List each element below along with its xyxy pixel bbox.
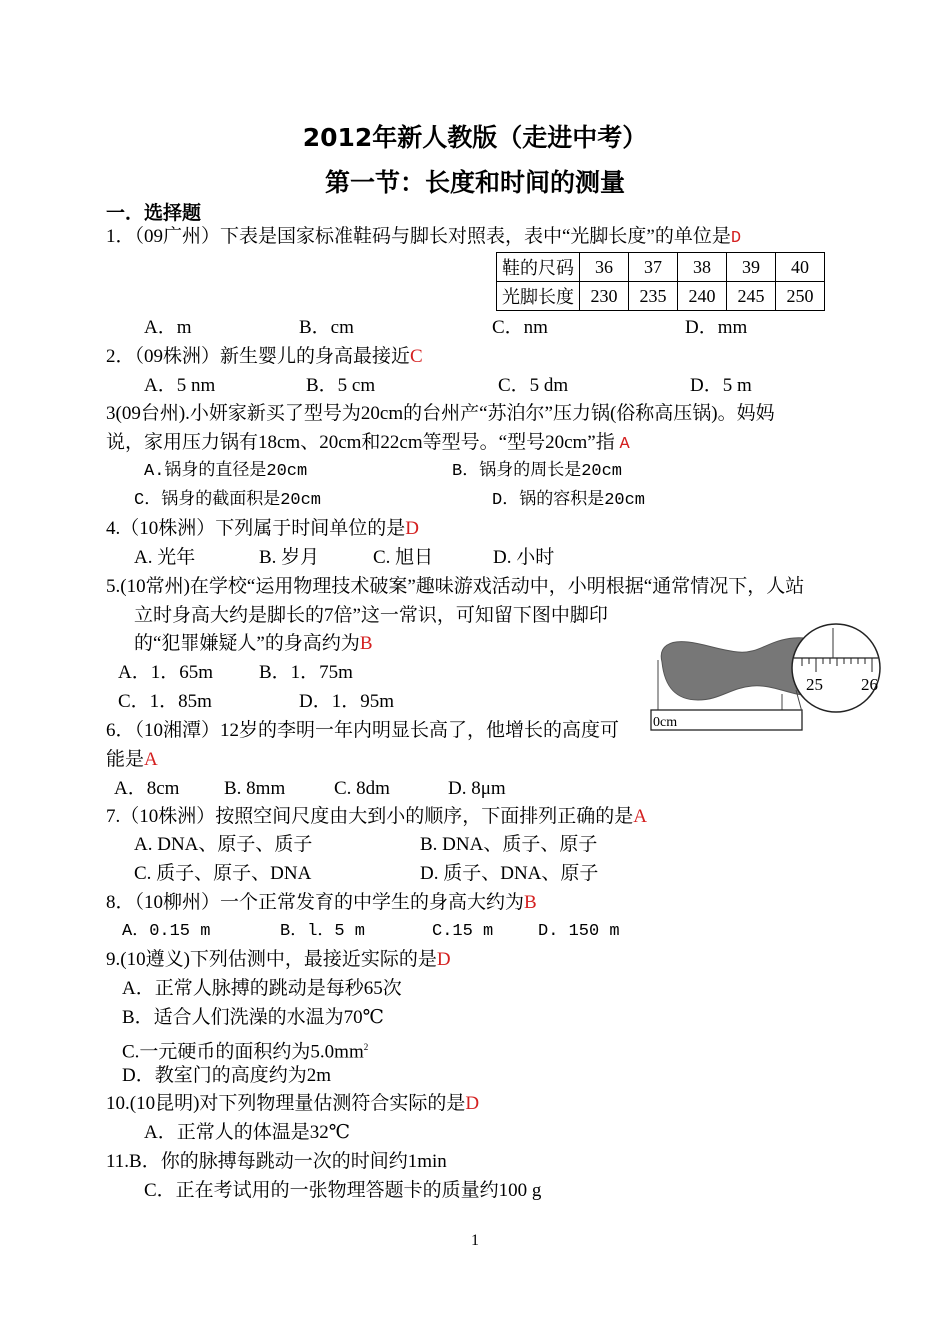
table-cell: 鞋的尺码 <box>497 253 580 282</box>
question-2 <box>106 346 423 368</box>
table-row <box>497 282 825 311</box>
question-4-stem: 4.（10株洲）下列属于时间单位的是 <box>106 518 406 539</box>
q5-option-b: B．1．75m <box>259 662 353 683</box>
page-number: 1 <box>471 1232 479 1249</box>
magnifier-label-25: 25 <box>806 675 823 694</box>
q4-option-c: C. 旭日 <box>373 547 434 568</box>
question-3-line-1: 3(09台州).小妍家新买了型号为20cm的台州产“苏泊尔”压力锅(俗称高压锅)。妈妈 <box>106 403 775 424</box>
section-heading: 一．选择题 <box>106 202 202 224</box>
question-8-stem: 8．（10柳州）一个正常发育的中学生的身高大约为 <box>106 892 525 913</box>
footprint-ruler-figure <box>648 620 883 738</box>
document-subtitle: 第一节：长度和时间的测量 <box>324 168 625 197</box>
q3-option-b: B．锅身的周长是20cm <box>452 462 623 481</box>
q7-option-b: B. DNA、质子、原子 <box>420 834 598 855</box>
magnifier-label-26: 26 <box>861 675 878 694</box>
question-5-stem: 的“犯罪嫌疑人”的身高约为 <box>134 633 360 654</box>
table-cell: 240 <box>678 282 727 311</box>
q4-option-d: D. 小时 <box>493 547 555 568</box>
table-cell: 245 <box>727 282 776 311</box>
q7-option-d: D. 质子、DNA、原子 <box>420 863 599 884</box>
question-1-answer: D <box>730 229 742 248</box>
q9-option-c-text: C.一元硬币的面积约为5.0mm <box>122 1041 364 1063</box>
question-9 <box>106 949 451 971</box>
question-3-line-2 <box>106 432 630 456</box>
table-cell: 39 <box>727 253 776 282</box>
q5-option-c: C．1．85m <box>118 691 212 712</box>
question-10-answer: D <box>465 1093 480 1114</box>
question-11-line-1: 11.B．你的脉搏每跳动一次的时间约1min <box>106 1151 447 1172</box>
q9-option-c <box>122 1036 368 1063</box>
question-9-answer: D <box>436 949 451 970</box>
q7-option-a: A. DNA、原子、质子 <box>134 834 313 855</box>
q2-option-d: D．5 m <box>690 375 752 396</box>
q1-option-c: C．nm <box>492 317 548 338</box>
q4-option-b: B. 岁月 <box>259 547 320 568</box>
table-cell: 38 <box>678 253 727 282</box>
question-5-line-2: 立时身高大约是脚长的7倍”这一常识，可知留下图中脚印 <box>134 605 608 626</box>
question-10 <box>106 1093 479 1115</box>
q5-option-d: D．1．95m <box>299 691 395 712</box>
question-8-answer: B <box>524 892 537 913</box>
q9-option-a: A．正常人脉搏的跳动是每秒65次 <box>122 978 402 999</box>
question-5-answer: B <box>359 633 373 654</box>
q6-option-d: D. 8μm <box>448 778 506 799</box>
q10-option-a: A．正常人的体温是32℃ <box>144 1122 350 1143</box>
question-1-stem: 1．（09广州）下表是国家标准鞋码与脚长对照表，表中“光脚长度”的单位是 <box>106 226 731 247</box>
q2-option-a: A．5 nm <box>144 375 216 396</box>
table-cell: 光脚长度 <box>497 282 580 311</box>
superscript: 2 <box>363 1042 369 1052</box>
question-6-answer: A <box>144 749 158 770</box>
question-11-line-2: C．正在考试用的一张物理答题卡的质量约100 g <box>144 1180 542 1201</box>
table-cell: 230 <box>580 282 629 311</box>
q7-option-c: C. 质子、原子、DNA <box>134 863 312 884</box>
question-3-stem: 说，家用压力锅有18cm、20cm和22cm等型号。“型号20cm”指 <box>106 432 615 453</box>
document-title: 2012年新人教版（走进中考） <box>302 123 648 152</box>
q3-option-c: C．锅身的截面积是20cm <box>134 491 322 510</box>
table-cell: 235 <box>629 282 678 311</box>
q1-option-a: A．m <box>144 317 192 338</box>
question-4 <box>106 518 419 540</box>
question-9-stem: 9.(10遵义)下列估测中，最接近实际的是 <box>106 949 437 970</box>
q2-option-b: B．5 cm <box>306 375 376 396</box>
table-cell: 250 <box>776 282 825 311</box>
ruler-zero-label: 0cm <box>653 715 678 730</box>
q1-option-d: D．mm <box>685 317 748 338</box>
q6-option-b: B. 8mm <box>224 778 286 799</box>
table-cell: 36 <box>580 253 629 282</box>
question-5-line-1: 5.(10常州)在学校“运用物理技术破案”趣味游戏活动中，小明根据“通常情况下，人站 <box>106 576 805 597</box>
question-10-stem: 10.(10昆明)对下列物理量估测符合实际的是 <box>106 1093 466 1114</box>
magnifier-circle <box>792 624 880 712</box>
q8-option-a: A．0.15 m <box>122 922 211 941</box>
table-cell: 40 <box>776 253 825 282</box>
question-7 <box>106 806 647 828</box>
question-4-answer: D <box>405 518 419 539</box>
question-7-stem: 7.（10株洲）按照空间尺度由大到小的顺序，下面排列正确的是 <box>106 806 634 827</box>
question-6-line-2 <box>106 749 158 771</box>
table-cell: 37 <box>629 253 678 282</box>
q5-option-a: A．1．65m <box>118 662 214 683</box>
q2-option-c: C．5 dm <box>498 375 569 396</box>
q6-option-c: C. 8dm <box>334 778 390 799</box>
question-2-stem: 2．（09株洲）新生婴儿的身高最接近 <box>106 346 411 367</box>
question-8 <box>106 892 537 914</box>
question-5-line-3 <box>134 633 373 655</box>
question-3-answer: A <box>619 435 630 454</box>
q9-option-b: B．适合人们洗澡的水温为70℃ <box>122 1007 384 1028</box>
question-6-stem: 能是 <box>106 749 145 770</box>
q3-option-d: D．锅的容积是20cm <box>492 491 646 510</box>
q9-option-d: D．教室门的高度约为2m <box>122 1065 332 1086</box>
question-2-answer: C <box>410 346 423 367</box>
q1-option-b: B．cm <box>299 317 354 338</box>
table-row <box>497 253 825 282</box>
question-1 <box>106 226 741 250</box>
q8-option-d: D. 150 m <box>538 922 620 941</box>
shoe-size-table <box>496 252 825 311</box>
q6-option-a: A．8cm <box>114 778 180 799</box>
q4-option-a: A. 光年 <box>134 547 196 568</box>
question-6-line-1: 6．（10湘潭）12岁的李明一年内明显长高了，他增长的高度可 <box>106 720 620 741</box>
q8-option-b: B．l．5 m <box>280 922 366 941</box>
question-7-answer: A <box>633 806 647 827</box>
q3-option-a: A.锅身的直径是20cm <box>144 462 308 481</box>
q8-option-c: C.15 m <box>432 922 494 941</box>
